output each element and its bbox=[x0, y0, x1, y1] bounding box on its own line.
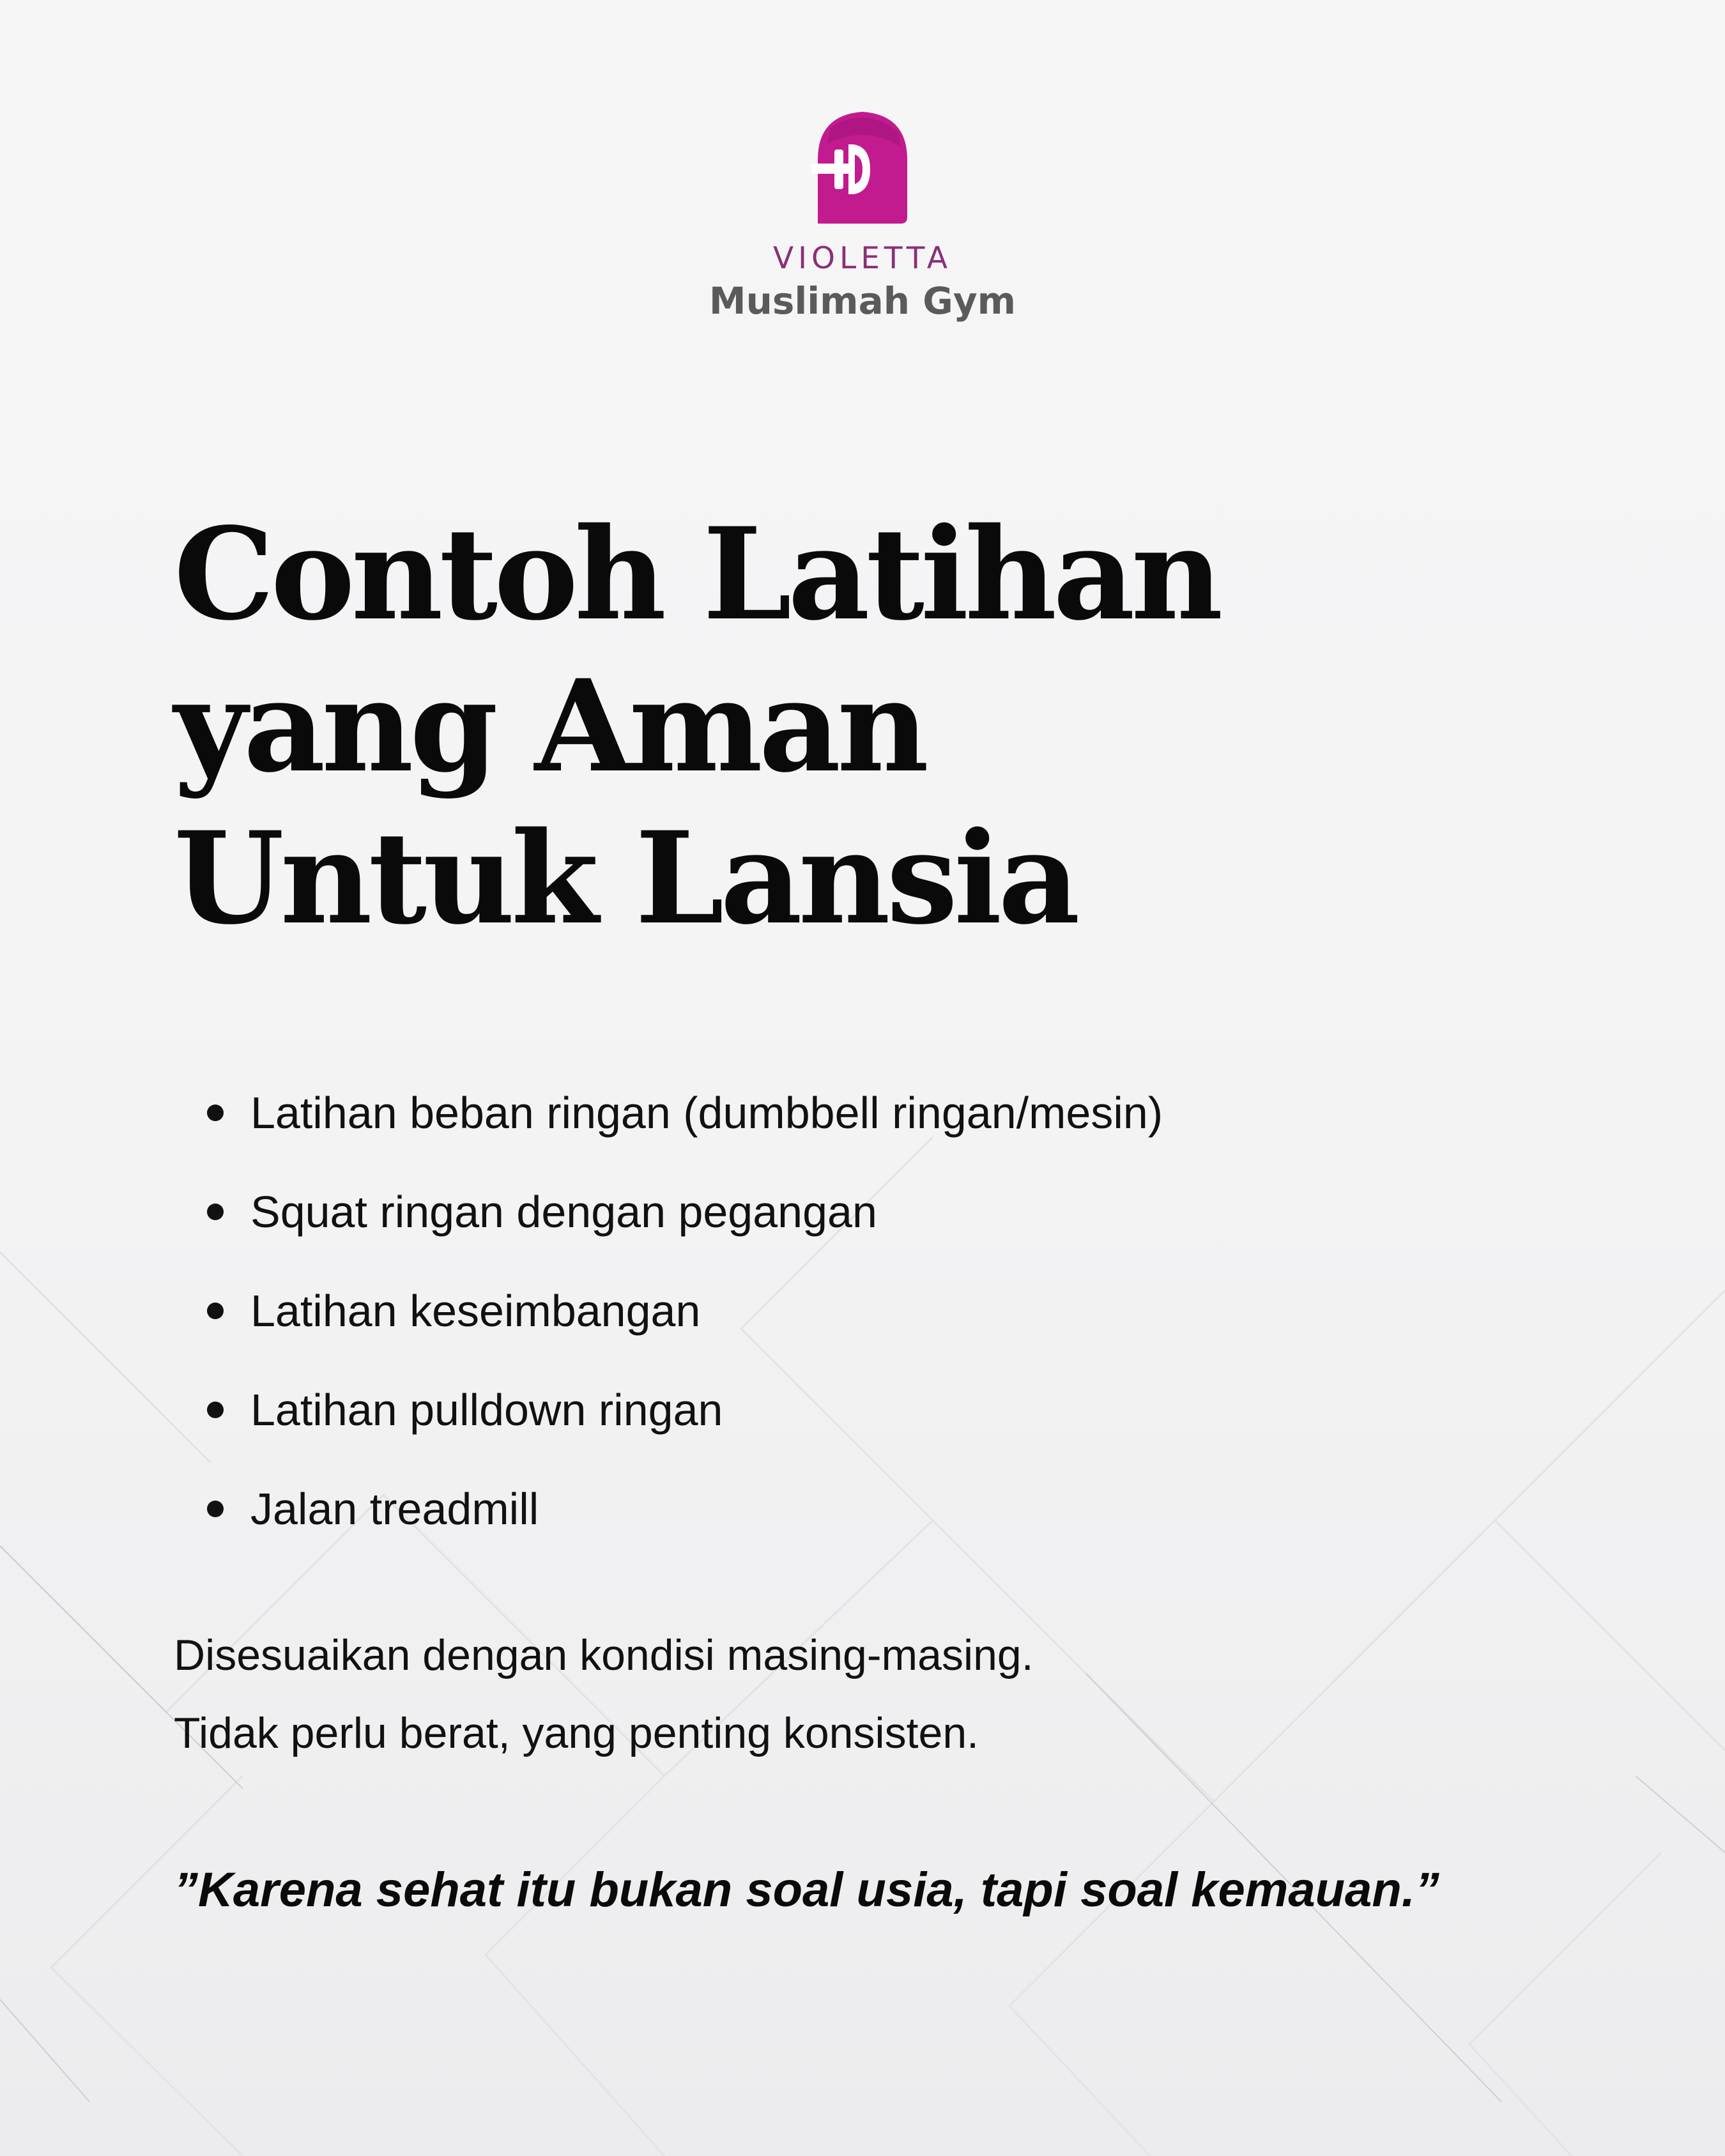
list-item-text: Squat ringan dengan pegangan bbox=[250, 1187, 877, 1237]
bullet-dot-icon bbox=[207, 1204, 224, 1220]
quote-text: ”Karena sehat itu bukan soal usia, tapi soal kemauan.” bbox=[174, 1863, 1439, 1917]
dumbbell-arch-icon bbox=[811, 109, 914, 227]
list-item-text: Latihan keseimbangan bbox=[250, 1286, 701, 1336]
note-line-1: Disesuaikan dengan kondisi masing-masing. bbox=[174, 1631, 1034, 1679]
bullet-dot-icon bbox=[207, 1402, 224, 1418]
brand-name-bottom: Muslimah Gym bbox=[709, 279, 1016, 323]
list-item-text: Latihan pulldown ringan bbox=[250, 1385, 723, 1435]
bullet-dot-icon bbox=[207, 1501, 224, 1517]
list-item-text: Jalan treadmill bbox=[250, 1484, 539, 1534]
bullet-dot-icon bbox=[207, 1105, 224, 1121]
list-item bbox=[204, 1163, 1163, 1262]
brand-name-top: VIOLETTA bbox=[773, 241, 952, 276]
note-line-2: Tidak perlu berat, yang penting konsisten. bbox=[174, 1709, 979, 1757]
bullet-dot-icon bbox=[207, 1303, 224, 1319]
note-text bbox=[174, 1616, 1034, 1772]
page-title bbox=[174, 498, 1219, 954]
title-line-3: Untuk Lansia bbox=[174, 804, 1077, 952]
list-item bbox=[204, 1064, 1163, 1163]
list-item bbox=[204, 1460, 1163, 1559]
title-line-1: Contoh Latihan bbox=[174, 500, 1220, 648]
list-item bbox=[204, 1361, 1163, 1460]
exercise-list bbox=[204, 1064, 1163, 1559]
list-item-text: Latihan beban ringan (dumbbell ringan/mesin) bbox=[250, 1088, 1163, 1138]
title-line-2: yang Aman bbox=[174, 652, 926, 800]
list-item bbox=[204, 1262, 1163, 1361]
brand-logo bbox=[0, 109, 1725, 324]
